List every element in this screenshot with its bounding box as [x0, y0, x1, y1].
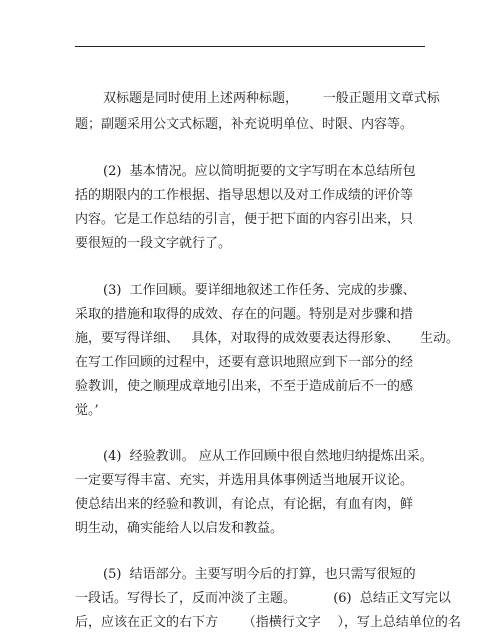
text-line: 要很短的一段文字就行了。	[75, 236, 232, 251]
text-line: 使总结出来的经验和教训，有论点，有论据，有血有肉，鲜	[75, 497, 414, 512]
text-line: (3) 工作回顾。要详细地叙述工作任务、完成的步骤、	[103, 283, 416, 298]
text-line: 一段话。写得长了，反而冲淡了主题。 (6) 总结正文写完以	[75, 591, 451, 606]
text-line: 验教训，使之顺理成章地引出来，不至于造成前后不一的感	[75, 379, 414, 394]
text-line: (2) 基本情况。应以简明扼要的文字写明在本总结所包	[103, 164, 416, 179]
text-line: 采取的措施和取得的成效、存在的问题。特别是对步骤和措	[75, 307, 414, 322]
text-line: 括的期限内的工作根据、指导思想以及对工作成绩的评价等	[75, 188, 414, 203]
text-line: 双标题是同时使用上述两种标题， 一般正题用文章式标	[103, 91, 440, 106]
text-line: 内容。它是工作总结的引言，便于把下面的内容引出来，只	[75, 212, 414, 227]
text-line: (5) 结语部分。主要写明今后的打算，也只需写很短的	[103, 567, 416, 582]
text-line: 施，要写得详细、 具体，对取得的成效要表达得形象、 生动。	[75, 331, 460, 346]
text-line: 在写工作回顾的过程中，还要有意识地照应到下一部分的经	[75, 355, 414, 370]
text-line: 明生动，确实能给人以启发和教益。	[75, 521, 284, 536]
text-line: 后，应该在正文的右下方 （指横行文字 ），写上总结单位的名	[75, 615, 461, 630]
text-line: (4) 经验教训。 应从工作回顾中很自然地归纳提炼出采。	[103, 449, 433, 464]
text-line: 题；副题采用公文式标题，补充说明单位、时限、内容等。	[75, 117, 414, 132]
top-divider-line	[75, 46, 425, 47]
text-line: 觉。’	[75, 403, 99, 418]
text-line: 一定要写得丰富、充实，并选用具体事例适当地展开议论。	[75, 473, 414, 488]
